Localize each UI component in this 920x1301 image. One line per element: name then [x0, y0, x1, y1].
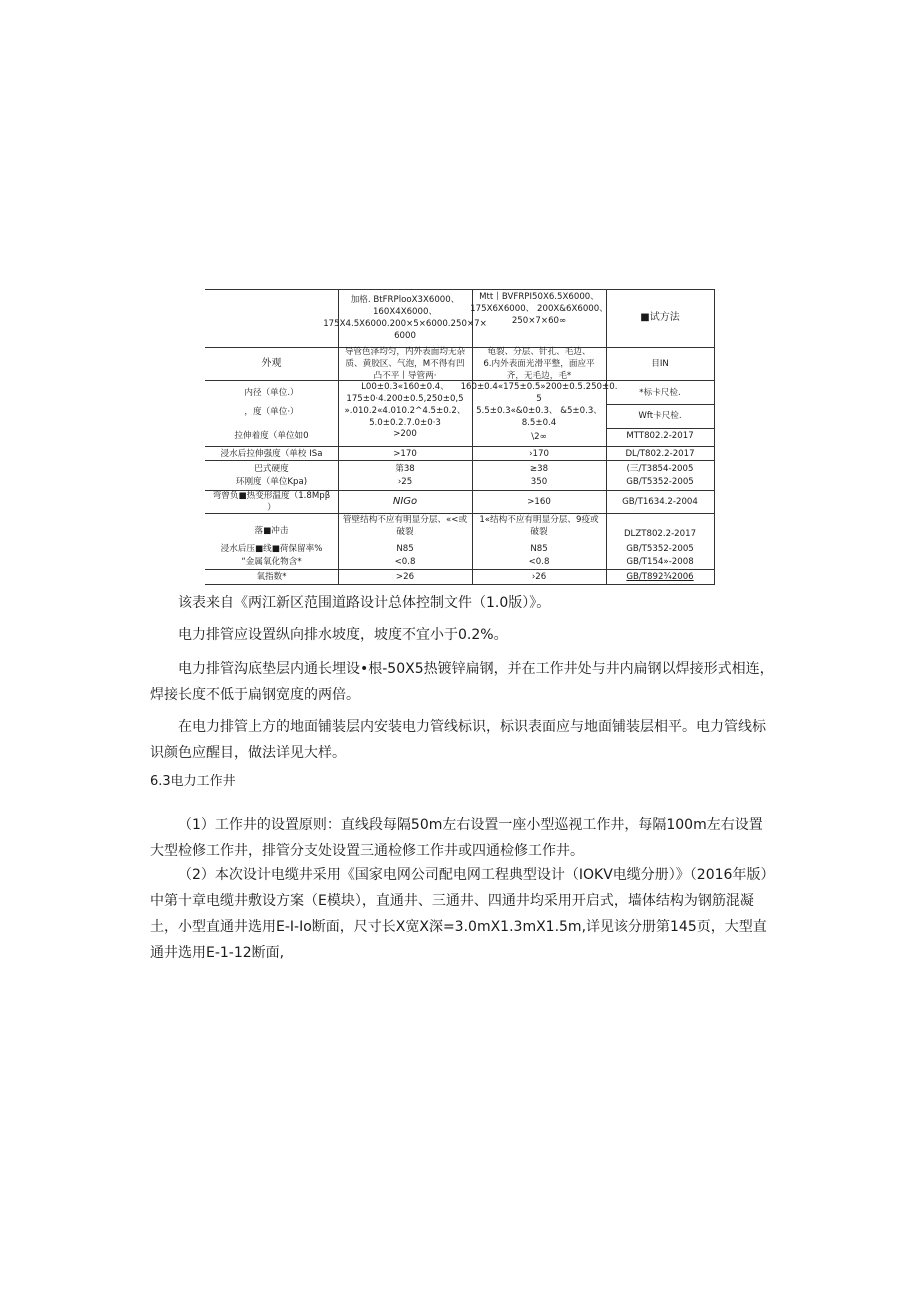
table-cell: 1«结构不应有明显分层、9疫或 破裂: [479, 515, 599, 537]
table-cell: ，度（单位·）: [244, 407, 299, 417]
table-cell: 5.5±0.3«&0±0.3、 &5±0.3、 8.5±0.4: [476, 406, 602, 428]
table-cell: ›25: [397, 476, 413, 487]
table-rule: [205, 460, 715, 461]
table-cell: 龟裂、分层、针孔、毛边、 6.内外表面光滑平整，面应平 齐，无毛边，毛*: [483, 346, 595, 381]
paragraph: （2）本次设计电缆井采用《国家电网公司配电网工程典型设计（IOKV电缆分册）》（2016年版）中第十章电缆井敷设方案（E模块），直通井、三通井、四通井均采用开启式，墙体结构为钢筋混凝土，小型直通井选用E-I-Io断面，尺寸长X宽X深=3.0mX1.3mX1.5m,详见该分册第145页，大型直通井选用E-1-12断面,: [150, 867, 775, 961]
table-cell: >160: [527, 497, 551, 507]
table-cell: ›170: [529, 448, 549, 459]
header-spec-a: 加格. BtFRPlooX3X6000、 160X4X6000、 175X4.5X6000.200×5×6000.250×7× 6000: [323, 295, 487, 341]
table-cell: 拉伸着度（单位如0: [234, 431, 309, 441]
table-source-note: 该表来自《两江新区范围道路设计总体控制文件（1.0版）》。: [178, 595, 551, 611]
table-cell: DL/T802.2-2017: [625, 448, 695, 459]
table-cell: 环刚度（单位Kpa): [235, 476, 308, 487]
table-cell: 浸水后压■线■荷保留率%: [220, 543, 323, 554]
table-cell: <0.8: [528, 556, 550, 567]
table-cell: <0.8: [394, 556, 416, 567]
header-spec-b: Mtt丨BVFRPI50X6.5X6000、 175X6X6000、 200X&6X6000、 250×7×60∞: [470, 292, 608, 326]
table-cell: L00±0.3«160±0.4、 175±0·4.200±0.5,250±0,5: [346, 382, 464, 404]
table-cell: GB/T5352-2005: [626, 476, 694, 487]
table-cell: “金属氧化物含*: [241, 556, 302, 567]
table-cell: 巴式硬度: [254, 463, 289, 474]
table-cell: GB/T5352-2005: [626, 543, 694, 554]
paragraph: （1）工作井的设置原则：直线段每隔50m左右设置一座小型巡视工作井，每隔100m左右设置大型检修工作井，排管分支处设置三通检修工作井或四通检修工作井。: [150, 817, 763, 859]
table-cell: DLZT802.2-2017: [623, 528, 697, 539]
table-cell: ».010.2«4.010.2^4.5±0.2、 5.0±0.2.7.0±0·3: [344, 406, 466, 428]
section-heading: 6.3电力工作井: [150, 774, 236, 789]
table-cell: GB/T892¾2006: [626, 572, 694, 582]
table-cell: GB/T154»-2008: [626, 556, 694, 567]
table-cell: N85: [530, 543, 548, 554]
table-cell: GB/T1634.2-2004: [622, 497, 698, 507]
table-cell: 外观: [261, 357, 282, 369]
table-cell: NIGo: [392, 496, 418, 507]
table-cell: 落■冲击: [254, 526, 289, 536]
table-cell: 氧指数*: [256, 572, 287, 582]
table-cell: \2∞: [531, 432, 547, 442]
table-cell: ≥38: [529, 463, 549, 474]
table-cell: 目IN: [651, 358, 669, 369]
paragraph: 在电力排管上方的地面铺装层内安装电力管线标识，标识表面应与地面铺装层相平。电力管线标识颜色应醒目，做法详见大样。: [150, 719, 766, 761]
paragraph: 电力排管沟底垫层内通长埋设•根-50X5热镀锌扁钢，并在工作井处与井内扁钢以焊接形式相连，焊接长度不低于扁钢宽度的两倍。: [150, 661, 774, 703]
table-cell: 弯曾负■热变形温度（1.8Mpβ ）: [212, 491, 331, 513]
table-cell: 浸水后拉伸强度（单校 ISa: [220, 448, 323, 459]
table-rule: [714, 289, 715, 584]
table-cell: N85: [396, 543, 414, 554]
table-cell: 350: [530, 476, 548, 487]
table-cell: Wft卡尺检.: [638, 411, 682, 421]
table-cell: >200: [393, 429, 417, 439]
table-cell: (三/T3854-2005: [626, 463, 694, 474]
table-cell: MTT802.2-2017: [626, 431, 694, 441]
table-cell: 第38: [395, 463, 415, 474]
table-cell: 内径（单位.）: [244, 388, 299, 398]
table-cell: *标卡尺检.: [639, 387, 681, 398]
header-test-method: ■试方法: [640, 312, 680, 323]
table-cell: 管壁结构不应有明显分层、«<或 破裂: [342, 515, 468, 537]
table-cell: >26: [395, 572, 415, 582]
table-cell: >170: [393, 448, 417, 459]
table-cell: 160±0.4«175±0.5»200±0.5.250±0. 5: [460, 382, 618, 404]
paragraph: 电力排管应设置纵向排水坡度，坡度不宜小于0.2%。: [178, 627, 508, 643]
table-cell: ›26: [531, 572, 547, 582]
table-cell: 导管色泽均匀，内外表面均无杂 质、黄胶区、气泡，M不得有凹 凸不平丨导管两·: [344, 346, 466, 381]
table-rule: [205, 584, 715, 585]
